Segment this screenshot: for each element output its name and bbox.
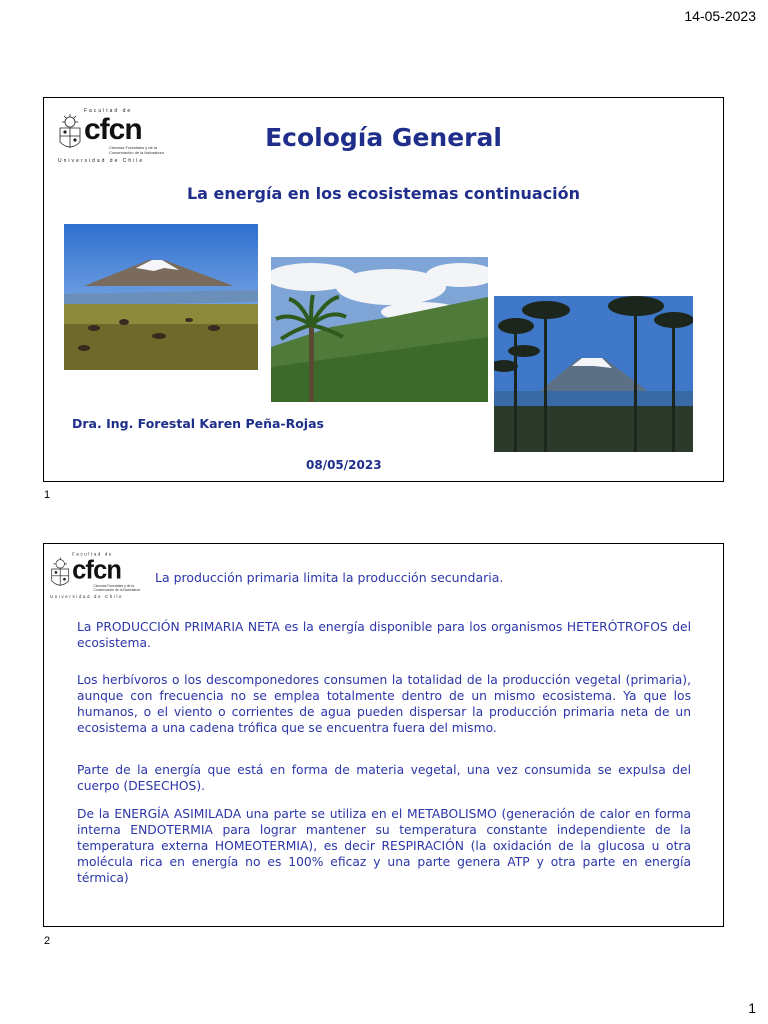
palm-valley-photo [271, 257, 488, 402]
paragraph: Los herbívoros o los descomponedores consumen la totalidad de la producción vegetal (primaria), aunque con frecuencia no se emplea totalmente dentro de un mismo ecosistema. Ya que los humanos, o el viento o corrientes de agua pueden dispersar la producción primaria neta de un ecosistema a una cadena trófica que se encuentra fuera del mismo. [77, 673, 691, 735]
slide-title: Ecología General [265, 123, 502, 152]
logo-bottom-text: Universidad de Chile [50, 594, 124, 600]
paragraph: De la ENERGÍA ASIMILADA una parte se utiliza en el METABOLISMO (generación de calor en forma interna ENDOTERMIA para lograr mantener su temperatura constante independiente de la temperatura externa HOMEOTERMIA), es decir RESPIRACIÓN (la oxidación de la glucosa u otra molécula rica en energía no es 100% eficaz y una parte genera ATP y otra parte en energía térmica) [77, 807, 691, 885]
logo-top-text: Facultad de [72, 552, 114, 558]
faculty-logo [50, 552, 153, 600]
slide-2 [43, 543, 724, 927]
author-name: Dra. Ing. Forestal Karen Peña-Rojas [72, 416, 324, 431]
slide-lead-text: La producción primaria limita la producción secundaria. [155, 570, 504, 585]
slide-1 [43, 97, 724, 482]
logo-bottom-text: Universidad de Chile [58, 158, 145, 164]
slide-subtitle: La energía en los ecosistemas continuación [186, 184, 581, 203]
page-number: 1 [748, 1000, 756, 1016]
document-date: 14-05-2023 [684, 8, 756, 24]
slide-number: 1 [44, 489, 51, 501]
university-crest-icon [50, 557, 70, 593]
logo-top-text: Facultad de [84, 108, 133, 114]
paragraph: La PRODUCCIÓN PRIMARIA NETA es la energía disponible para los organismos HETERÓTROFOS del ecosistema. [77, 620, 691, 650]
araucaria-volcano-photo [494, 296, 693, 452]
paragraph: Parte de la energía que está en forma de materia vegetal, una vez consumida se expulsa del cuerpo (DESECHOS). [77, 763, 691, 793]
altiplano-volcano-photo [64, 224, 258, 370]
slide-number: 2 [44, 935, 51, 947]
logo-wordmark: cfcn [84, 113, 142, 146]
logo-wordmark: cfcn [72, 556, 122, 585]
logo-sub-text: Ciencias Forestales y de la Conservación de la Naturaleza [109, 145, 164, 155]
logo-sub-text: Ciencias Forestales y de la Conservación de la Naturaleza [93, 583, 140, 592]
slide-date: 08/05/2023 [306, 458, 382, 472]
